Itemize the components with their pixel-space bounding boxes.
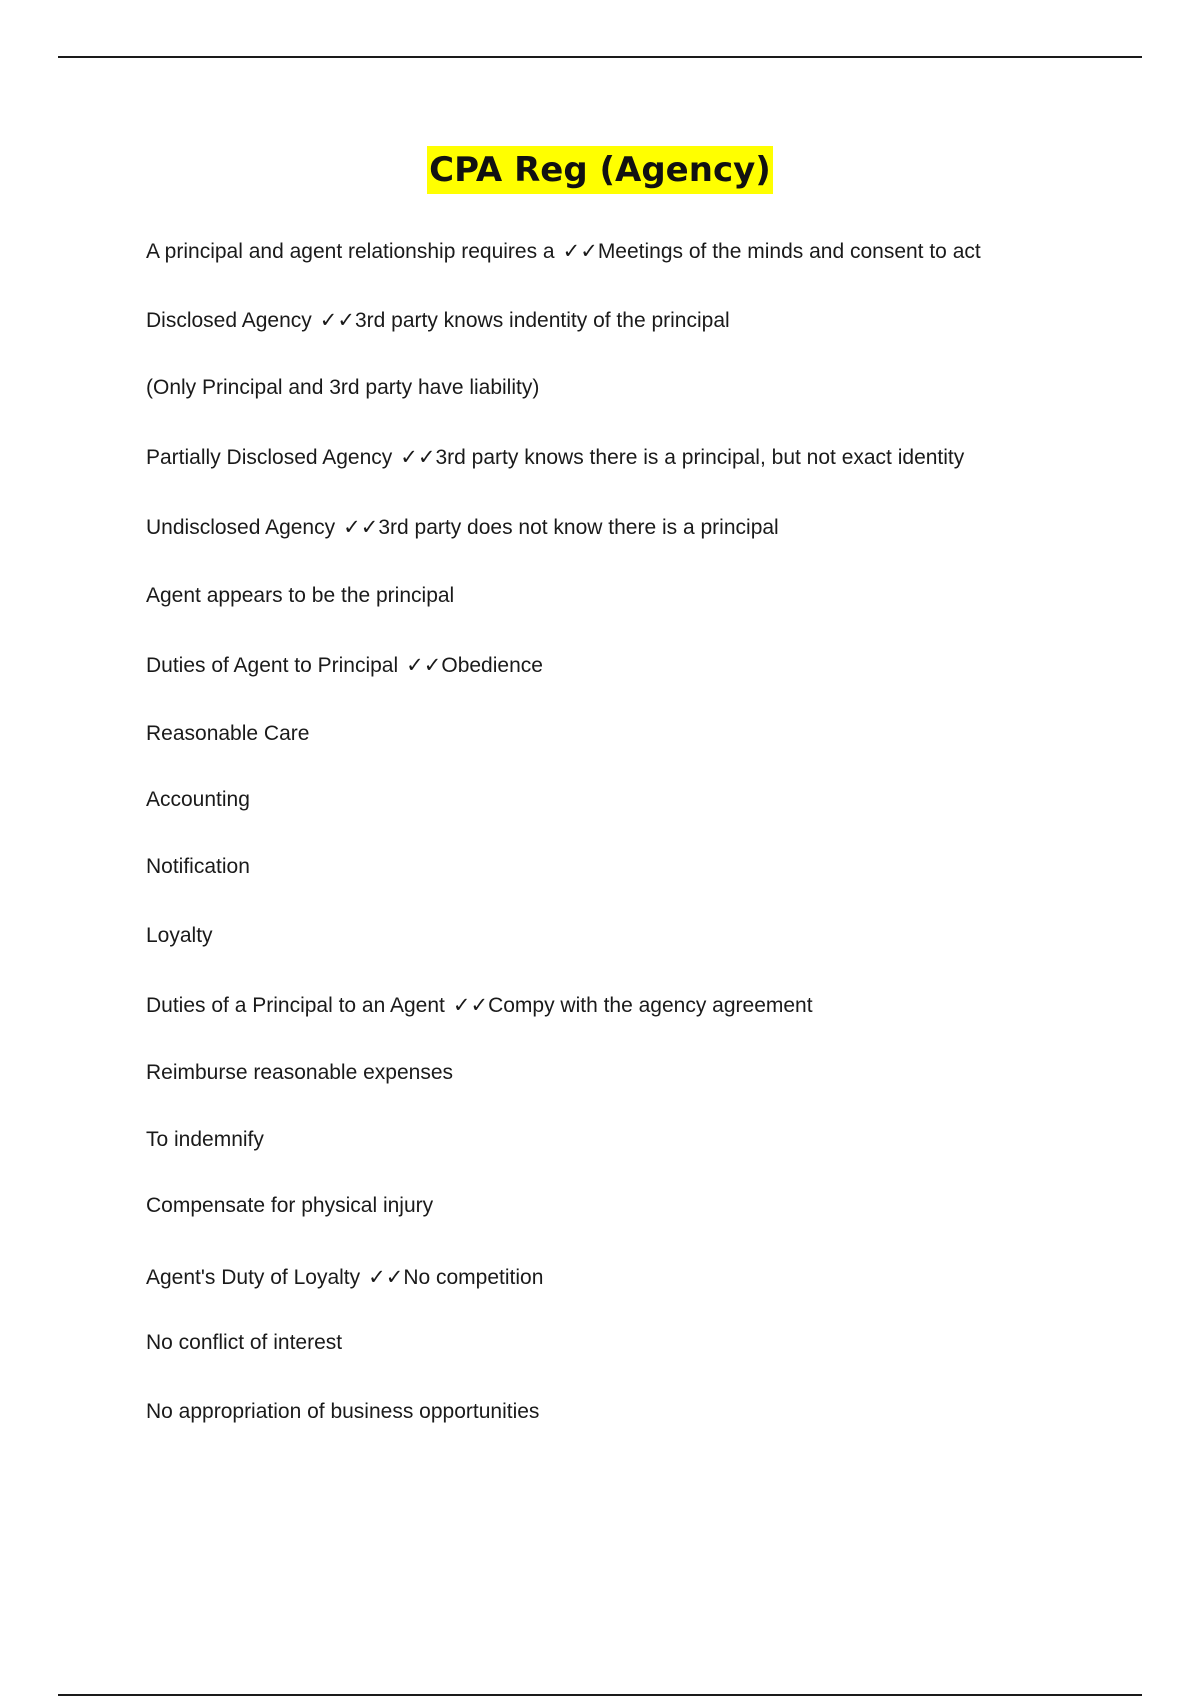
answer-text: 3rd party knows indentity of the principal (354, 309, 730, 332)
double-check-icon: ✓✓ (343, 515, 379, 539)
qa-line (146, 443, 964, 472)
question-term: A principal and agent relationship requires a (146, 240, 555, 263)
double-check-icon: ✓✓ (406, 653, 442, 677)
title-container (0, 146, 1200, 194)
double-check-icon: ✓✓ (452, 993, 489, 1017)
text-line: Agent appears to be the principal (146, 584, 455, 607)
qa-line (146, 306, 730, 335)
qa-line (146, 651, 543, 680)
qa-line (146, 1263, 543, 1292)
text-line: Reimburse reasonable expenses (146, 1061, 454, 1084)
text-line: To indemnify (146, 1128, 264, 1151)
question-term: Partially Disclosed Agency (146, 446, 393, 469)
footer-rule (58, 1694, 1142, 1696)
question-term: Undisclosed Agency (146, 516, 336, 539)
question-term: Disclosed Agency (146, 309, 312, 332)
qa-line (146, 237, 981, 266)
header-rule (58, 56, 1142, 58)
text-line: Compensate for physical injury (146, 1194, 434, 1217)
qa-line (146, 991, 813, 1020)
double-check-icon: ✓✓ (400, 445, 436, 469)
double-check-icon: ✓✓ (562, 239, 598, 263)
text-line: (Only Principal and 3rd party have liability) (146, 376, 540, 399)
answer-text: No competition (403, 1266, 544, 1289)
answer-text: 3rd party does not know there is a principal (378, 516, 779, 539)
text-line: No conflict of interest (146, 1331, 343, 1354)
answer-text: Meetings of the minds and consent to act (597, 240, 981, 263)
question-term: Duties of Agent to Principal (146, 654, 399, 677)
question-term: Agent's Duty of Loyalty (146, 1266, 361, 1289)
text-line: Reasonable Care (146, 722, 310, 745)
question-term: Duties of a Principal to an Agent (146, 994, 445, 1017)
answer-text: Compy with the agency agreement (488, 994, 813, 1017)
answer-text: 3rd party knows there is a principal, but not exact identity (435, 446, 965, 469)
answer-text: Obedience (441, 654, 543, 677)
text-line: Accounting (146, 788, 250, 811)
text-line: Loyalty (146, 924, 213, 947)
qa-line (146, 513, 779, 542)
double-check-icon: ✓✓ (319, 308, 355, 332)
double-check-icon: ✓✓ (368, 1265, 404, 1289)
page-title: CPA Reg (Agency) (427, 146, 773, 194)
text-line: No appropriation of business opportunities (146, 1400, 540, 1423)
text-line: Notification (146, 855, 250, 878)
